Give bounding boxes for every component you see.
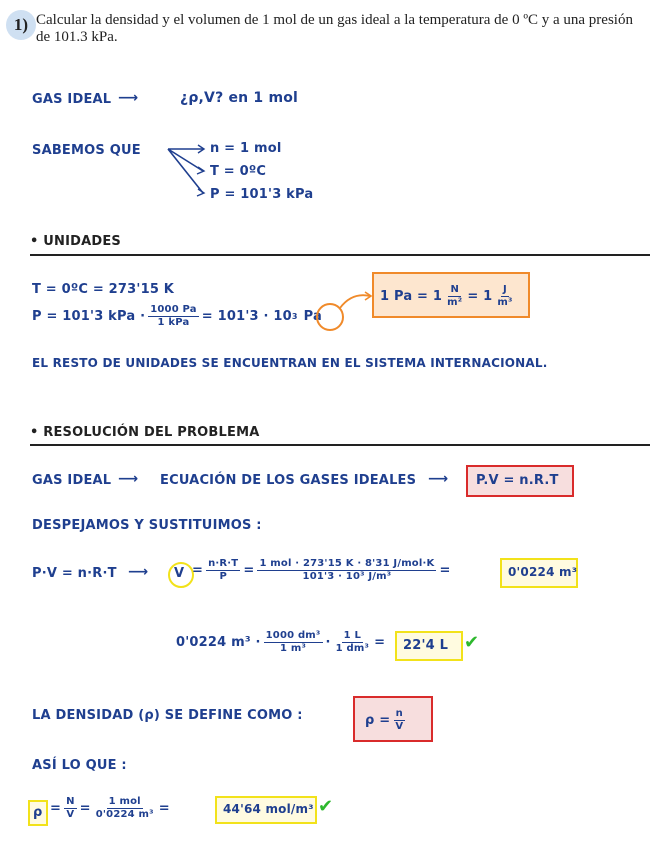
given-n: n = 1 mol <box>210 141 282 156</box>
section-divider <box>30 444 650 446</box>
rest-units-note: EL RESTO DE UNIDADES SE ENCUENTRAN EN EL SISTEMA INTERNACIONAL. <box>32 356 548 370</box>
fraction-numerator: n <box>395 708 403 719</box>
ideal-gas-equation: P.V = n.R.T <box>476 473 559 488</box>
sabemos-que-label: SABEMOS QUE <box>32 143 141 158</box>
arrow-icon: ⟶ <box>128 564 149 580</box>
gas-ideal-label-2: GAS IDEAL <box>32 473 112 488</box>
newton-fraction <box>445 284 464 309</box>
volume-start: P·V = n·R·T <box>32 566 117 581</box>
volume-symbol: V <box>174 566 185 581</box>
density-definition-text: LA DENSIDAD (ρ) SE DEFINE COMO : <box>32 708 303 723</box>
nrt-over-p-fraction <box>206 558 240 583</box>
fraction-numerator: 1 mol · 273'15 K · 8'31 J/mol·K <box>259 558 435 569</box>
gas-ideal-label: GAS IDEAL <box>32 92 112 107</box>
volume-equation: = $\frac{n\cdot R\cdot T}{P}$ = $\frac{\text{1 mol · 273'15 K · 8'31 J/mol·K}}{\text{101'3 · 10³ J/m³}}$ = <box>192 558 451 582</box>
liters-result-box <box>395 631 463 661</box>
density-substitution-fraction <box>94 796 156 821</box>
arrow-icon: ⟶ <box>118 471 139 487</box>
liter-fraction <box>334 630 371 655</box>
fraction-denominator: m² <box>447 297 463 308</box>
arrow-icon: ⟶ <box>118 90 139 106</box>
section-divider <box>30 254 650 256</box>
fraction-denominator: 1 m³ <box>280 643 307 654</box>
density-calculation: = $\frac{N}{V}$ = $\frac{\text{1 mol}}{\text{0'0224 m³}}$ = <box>50 796 170 820</box>
fraction-numerator: 1 mol <box>108 796 141 807</box>
problem-number-badge <box>6 10 36 40</box>
unknowns-question: ¿ρ,V? en 1 mol <box>180 90 299 106</box>
volume-result: 0'0224 m³ <box>508 565 578 579</box>
pressure-right: = 101'3 · 10 <box>201 309 292 324</box>
pascal-definition-box <box>372 272 530 318</box>
pressure-left: P = 101'3 kPa · <box>32 309 146 324</box>
fraction-numerator: 1000 dm³ <box>265 630 321 641</box>
asi-label: ASÍ LO QUE : <box>32 758 127 773</box>
checkmark-icon: ✔ <box>318 796 334 816</box>
problem-statement: Calcular la densidad y el volumen de 1 mol de un gas ideal a la temperatura de 0 ºC y a una presión de 101.3 kPa. <box>36 12 633 45</box>
fraction-denominator: V <box>395 721 404 732</box>
pascal-definition <box>380 284 518 309</box>
given-T: T = 0ºC <box>210 164 267 179</box>
kpa-pa-fraction <box>148 304 199 329</box>
n-over-v-fraction-final <box>64 796 77 821</box>
problem-number: 1) <box>13 15 29 34</box>
fraction-numerator: N <box>66 796 75 807</box>
density-formula <box>365 708 408 733</box>
fraction-numerator: 1000 Pa <box>150 304 197 315</box>
fraction-denominator: 1 dm³ <box>335 643 370 654</box>
density-formula-box <box>353 696 433 742</box>
ideal-gas-equation-box <box>466 465 574 497</box>
pressure-conversion <box>32 304 322 329</box>
conversion-start: 0'0224 m³ · <box>176 635 261 650</box>
fraction-numerator: 1 L <box>343 630 362 641</box>
ecuacion-gases-label: ECUACIÓN DE LOS GASES IDEALES <box>160 473 417 488</box>
pascal-left: 1 Pa = 1 <box>380 289 443 304</box>
joule-fraction <box>495 284 514 309</box>
pascal-mid: = 1 <box>467 289 493 304</box>
despejamos-label: DESPEJAMOS Y SUSTITUIMOS : <box>32 518 262 533</box>
fraction-numerator: N <box>450 284 460 295</box>
fraction-denominator: 1 kPa <box>157 317 190 328</box>
fraction-denominator: V <box>66 809 75 820</box>
density-result: 44'64 mol/m³ <box>223 802 314 816</box>
volume-result-box <box>500 558 578 588</box>
rho-highlight-box <box>28 800 48 826</box>
given-P: P = 101'3 kPa <box>210 187 314 202</box>
pressure-exponent: 3 <box>291 312 298 321</box>
pa-unit: Pa <box>303 309 322 324</box>
fraction-numerator: n·R·T <box>208 558 239 569</box>
branch-arrows-icon <box>165 143 210 198</box>
fraction-denominator: 0'0224 m³ <box>95 809 154 820</box>
fraction-denominator: m³ <box>497 297 513 308</box>
liters-conversion: 0'0224 m³ · $\frac{\text{1000 dm³}}{\text{1 m³}}$ · $\frac{1 L}{\text{1 dm³}}$ = <box>176 630 386 654</box>
temperature-conversion: T = 0ºC = 273'15 K <box>32 282 175 297</box>
resolucion-heading: • RESOLUCIÓN DEL PROBLEMA <box>30 425 260 440</box>
liters-result: 22'4 L <box>403 638 449 653</box>
arrow-icon: ⟶ <box>428 471 449 487</box>
fraction-denominator: P <box>219 571 227 582</box>
unidades-heading: • UNIDADES <box>30 234 121 249</box>
fraction-numerator: J <box>503 284 507 295</box>
dm3-fraction <box>264 630 323 655</box>
volume-substitution-fraction <box>257 558 436 583</box>
fraction-denominator: 101'3 · 10³ J/m³ <box>302 571 392 582</box>
final-rho: ρ <box>33 805 43 820</box>
curved-arrow-icon <box>338 290 374 310</box>
n-over-v-fraction <box>393 708 405 733</box>
checkmark-icon: ✔ <box>464 632 480 652</box>
density-result-box <box>215 796 317 824</box>
density-symbol: ρ = <box>365 713 391 728</box>
